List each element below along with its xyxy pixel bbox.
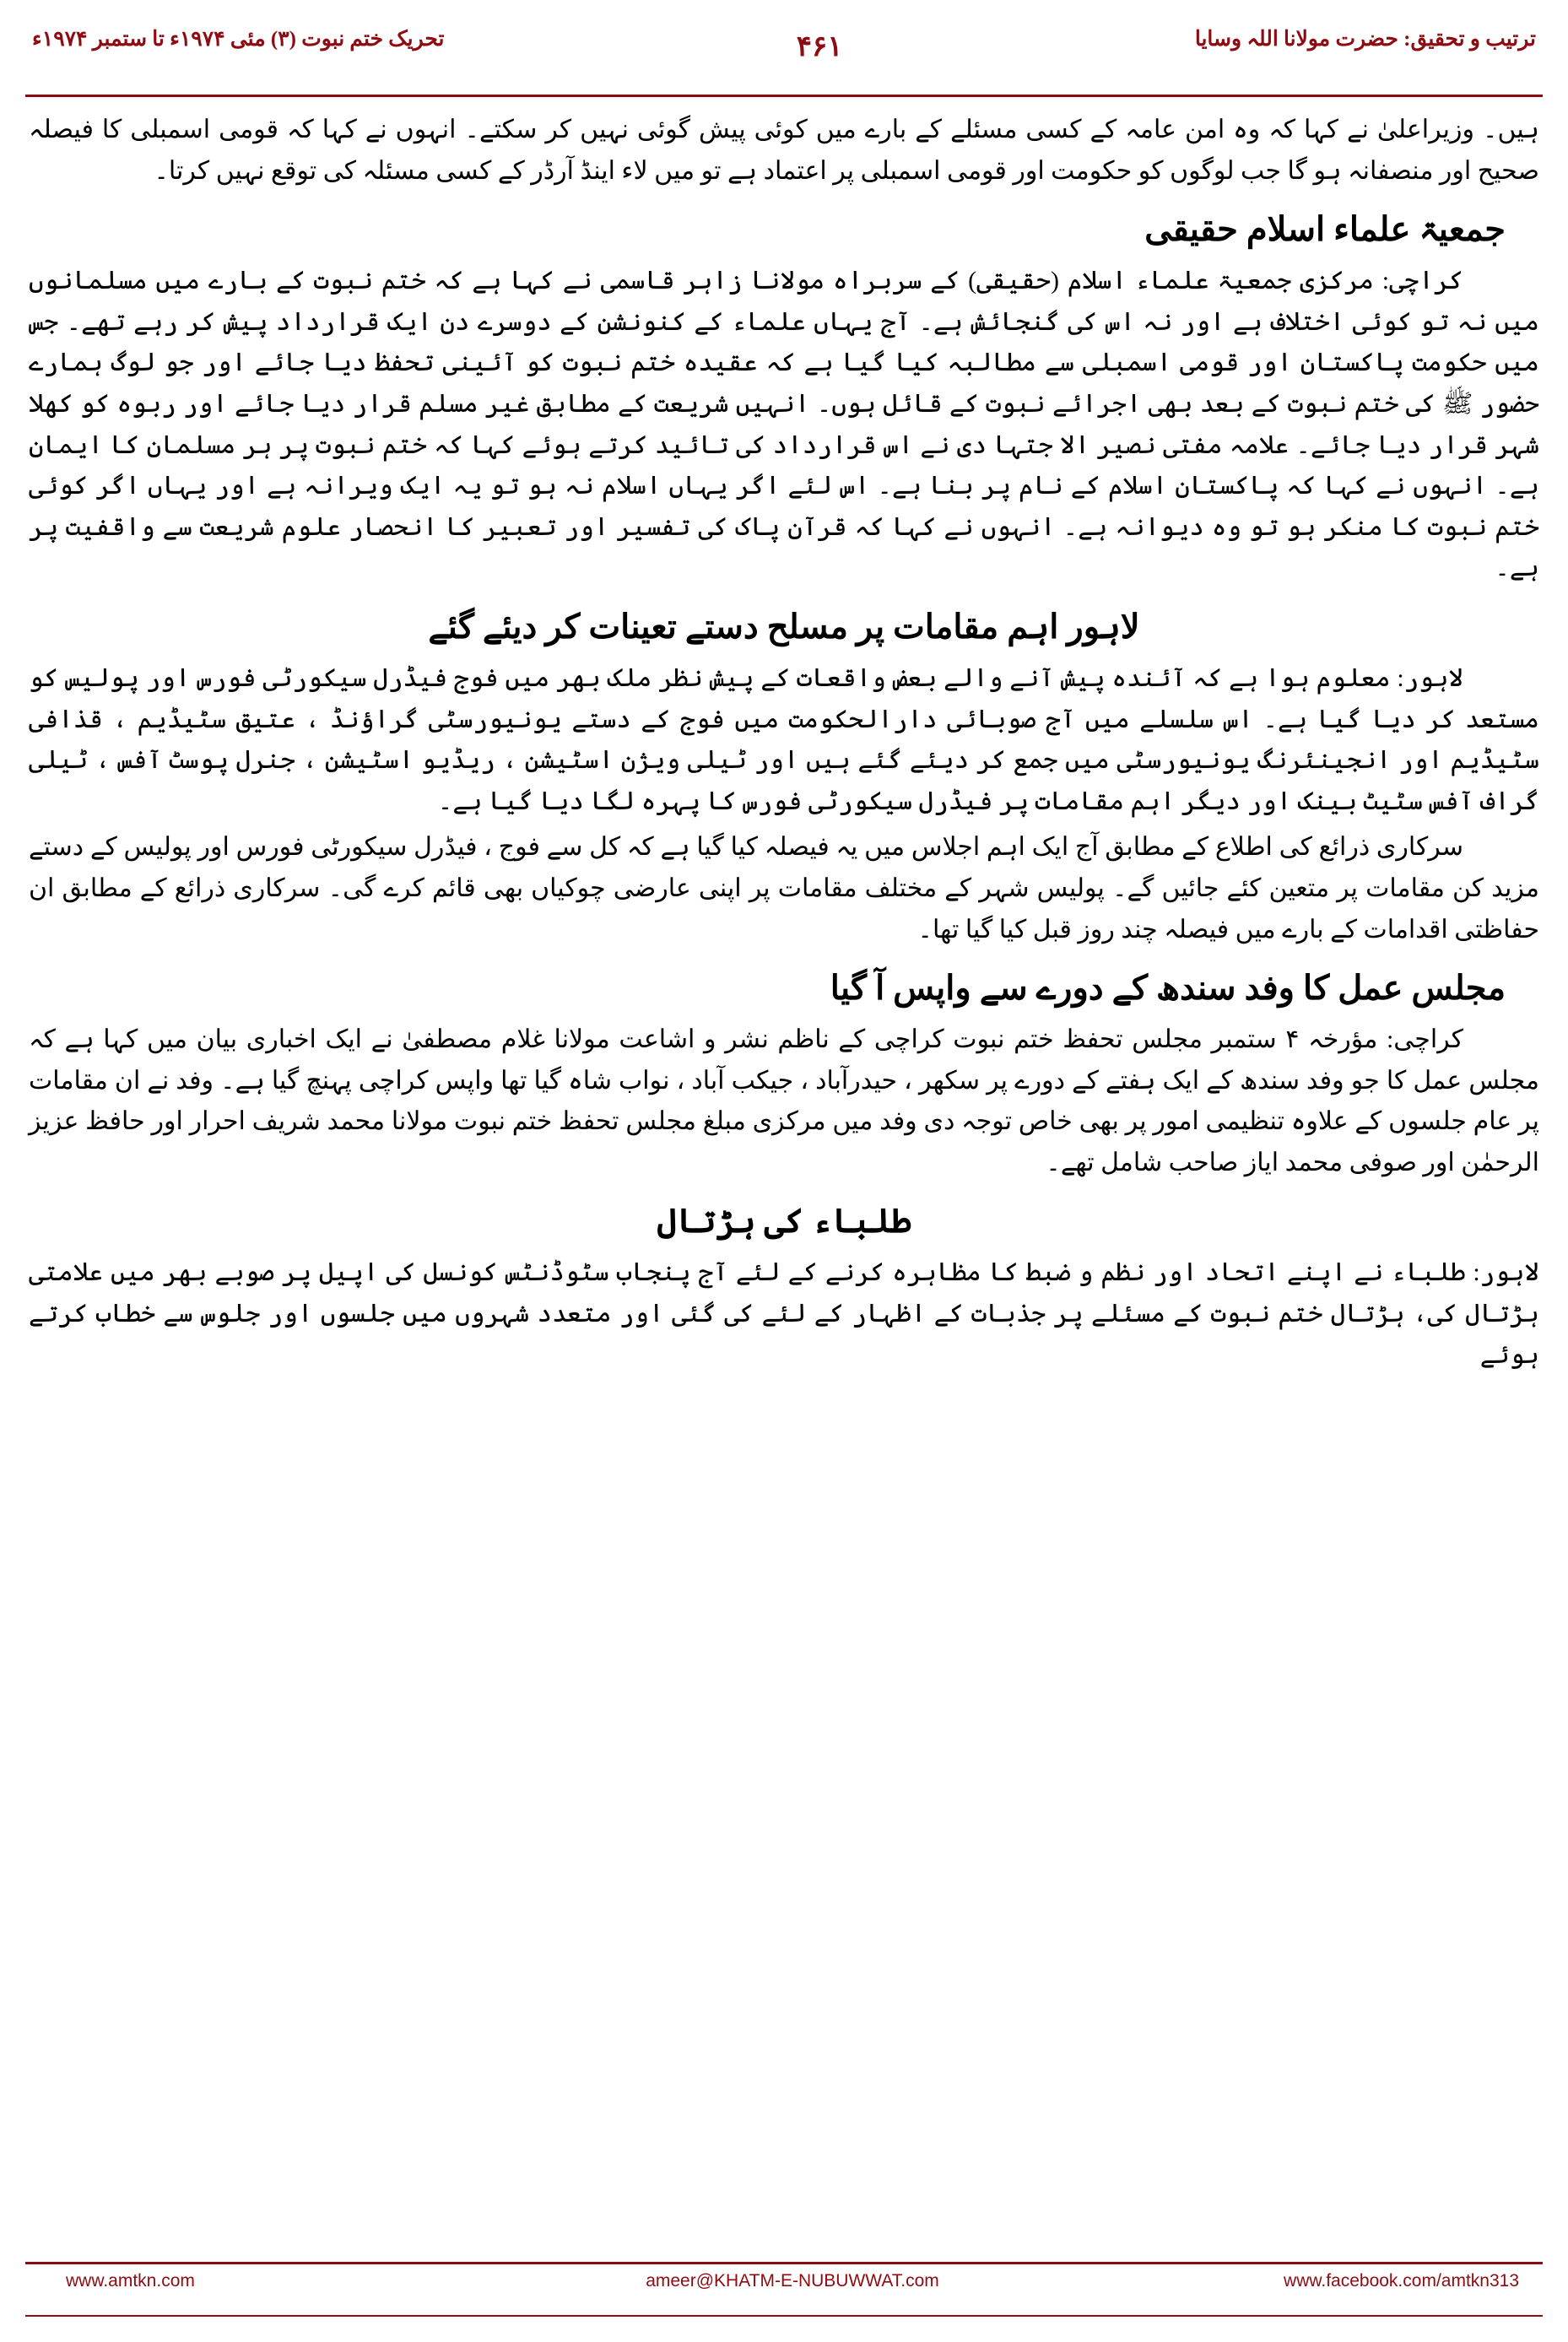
header-book-title: تحریک ختم نبوت (۳) مئی ۱۹۷۴ء تا ستمبر ۱۹۷۴ء: [32, 28, 445, 51]
paragraph: کراچی: مؤرخہ ۴ ستمبر مجلس تحفظ ختم نبوت کراچی کے ناظم نشر و اشاعت مولانا غلام مصطفیٰ نے ایک اخباری بیان میں کہا ہے کہ مجلس عمل کا جو وفد سندھ کے ایک ہفتے کے دورے پر سکھر ، حیدرآباد ، جیکب آباد ، نواب شاہ گیا تھا واپس کراچی پہنچ گیا ہے۔ وفد نے ان مقامات پر عام جلسوں کے علاوہ تنظیمی امور پر بھی خاص توجہ دی وفد میں مرکزی مبلغ مجلس تحفظ ختم نبوت مولانا محمد شریف احرار اور حافظ عزیز الرحمٰن اور صوفی محمد ایاز صاحب شامل تھے۔: [29, 1025, 1539, 1176]
section-heading: طلباء کی ہڑتال: [657, 1202, 911, 1241]
paragraph: لاہور: معلوم ہوا ہے کہ آئندہ پیش آنے والے بعض واقعات کے پیش نظر ملک بھر میں فوج فیڈرل سیکورٹی فورس اور پولیس کو مستعد کر دیا گیا ہے۔ اس سلسلے میں آج صوبائی دارالحکومت میں فوج کے دستے یونیورسٹی گراؤنڈ ، عتیق سٹیڈیم ، قذافی سٹیڈیم اور انجینئرنگ یونیورسٹی میں جمع کر دیئے گئے ہیں اور ٹیلی ویژن اسٹیشن ، ریڈیو اسٹیشن ، جنرل پوسٹ آفس ، ٹیلی گراف آفس سٹیٹ بینک اور دیگر اہم مقامات پر فیڈرل سیکورٹی فورس کا پہرہ لگا دیا گیا ہے۔: [29, 663, 1540, 815]
footer-website-link[interactable]: www.amtkn.com: [66, 2271, 195, 2291]
paragraph: ہیں۔ وزیراعلیٰ نے کہا کہ وہ امن عامہ کے کسی مسئلے کے بارے میں کوئی پیش گوئی نہیں کر سکتے۔ انہوں نے کہا کہ قومی اسمبلی کا فیصلہ صحیح اور منصفانہ ہو گا جب لوگوں کو حکومت اور قومی اسمبلی پر اعتماد ہے تو میں لاء اینڈ آرڈر کے کسی مسئلہ کی توقع نہیں کرتا۔: [29, 116, 1539, 185]
page-content: [29, 110, 1539, 2199]
paragraph: سرکاری ذرائع کی اطلاع کے مطابق آج ایک اہم اجلاس میں یہ فیصلہ کیا گیا ہے کہ کل سے فوج ، فیڈرل سیکورٹی فورس اور پولیس کے دستے مزید کن مقامات پر متعین کئے جائیں گے۔ پولیس شہر کے مختلف مقامات پر اپنی عارضی چوکیاں بھی قائم کرے گی۔ سرکاری ذرائع کے مطابق ان حفاظتی اقدامات کے بارے میں فیصلہ چند روز قبل کیا گیا تھا۔: [29, 833, 1539, 944]
header-divider-rule: [25, 95, 1543, 97]
page-number: ۴۶۱: [796, 31, 843, 62]
page-footer: [25, 2264, 1543, 2312]
footer-divider-rule-bottom: [25, 2315, 1543, 2317]
paragraph: کراچی: مرکزی جمعیۃ علماء اسلام (حقیقی) کے سربراہ مولانا زاہر قاسمی نے کہا ہے کہ ختم نبوت کے بارے میں مسلمانوں میں نہ تو کوئی اختلاف ہے اور نہ اس کی گنجائش ہے۔ آج یہاں علماء کے کنونشن کے دوسرے دن ایک قرارداد پیش کر رہے تھے۔ جس میں حکومت پاکستان اور قومی اسمبلی سے مطالبہ کیا گیا ہے کہ عقیدہ ختم نبوت کو آئینی تحفظ دیا جائے اور جو لوگ ہمارے حضور ﷺ کی ختم نبوت کے بعد بھی اجرائے نبوت کے قائل ہوں۔ انہیں شریعت کے مطابق غیر مسلم قرار دیا جائے اور ربوہ کو کھلا شہر قرار دیا جائے۔ علامہ مفتی نصیر الا جتہا دی نے اس قرارداد کی تائید کرتے ہوئے کہا کہ ختم نبوت پر ہر مسلمان کا ایمان ہے۔ انہوں نے کہا کہ پاکستان اسلام کے نام پر بنا ہے۔ اس لئے اگر یہاں اسلام نہ ہو تو یہ ایک ویرانہ ہے اور یہاں اگر کوئی ختم نبوت کا منکر ہو تو وہ دیوانہ ہے۔ انہوں نے کہا کہ قرآن پاک کی تفسیر اور تعبیر کا انحصار علوم شریعت سے واقفیت پر ہے۔: [29, 267, 1540, 582]
page-header: [0, 24, 1568, 83]
section-heading: لاہور اہم مقامات پر مسلح دستے تعینات کر دیئے گئے: [428, 607, 1140, 646]
footer-facebook-link[interactable]: www.facebook.com/amtkn313: [1284, 2271, 1519, 2291]
header-compiler-credit: ترتیب و تحقیق: حضرت مولانا اللہ وسایا: [1194, 28, 1536, 51]
section-heading: جمعیۃ علماء اسلام حقیقی: [1144, 210, 1506, 249]
footer-email-address[interactable]: ameer@KHATM-E-NUBUWWAT.com: [646, 2271, 939, 2291]
paragraph: لاہور: طلباء نے اپنے اتحاد اور نظم و ضبط کا مظاہرہ کرنے کے لئے آج پنجاب سٹوڈنٹس کونسل کی اپیل پر صوبے بھر میں علامتی ہڑتال کی، ہڑتال ختم نبوت کے مسئلے پر جذبات کے اظہار کے لئے کی گئی اور متعدد شہروں میں جلسوں اور جلوس سے خطاب کرتے ہوئے: [29, 1258, 1540, 1369]
section-heading: مجلس عمل کا وفد سندھ کے دورے سے واپس آ گیا: [830, 969, 1506, 1008]
